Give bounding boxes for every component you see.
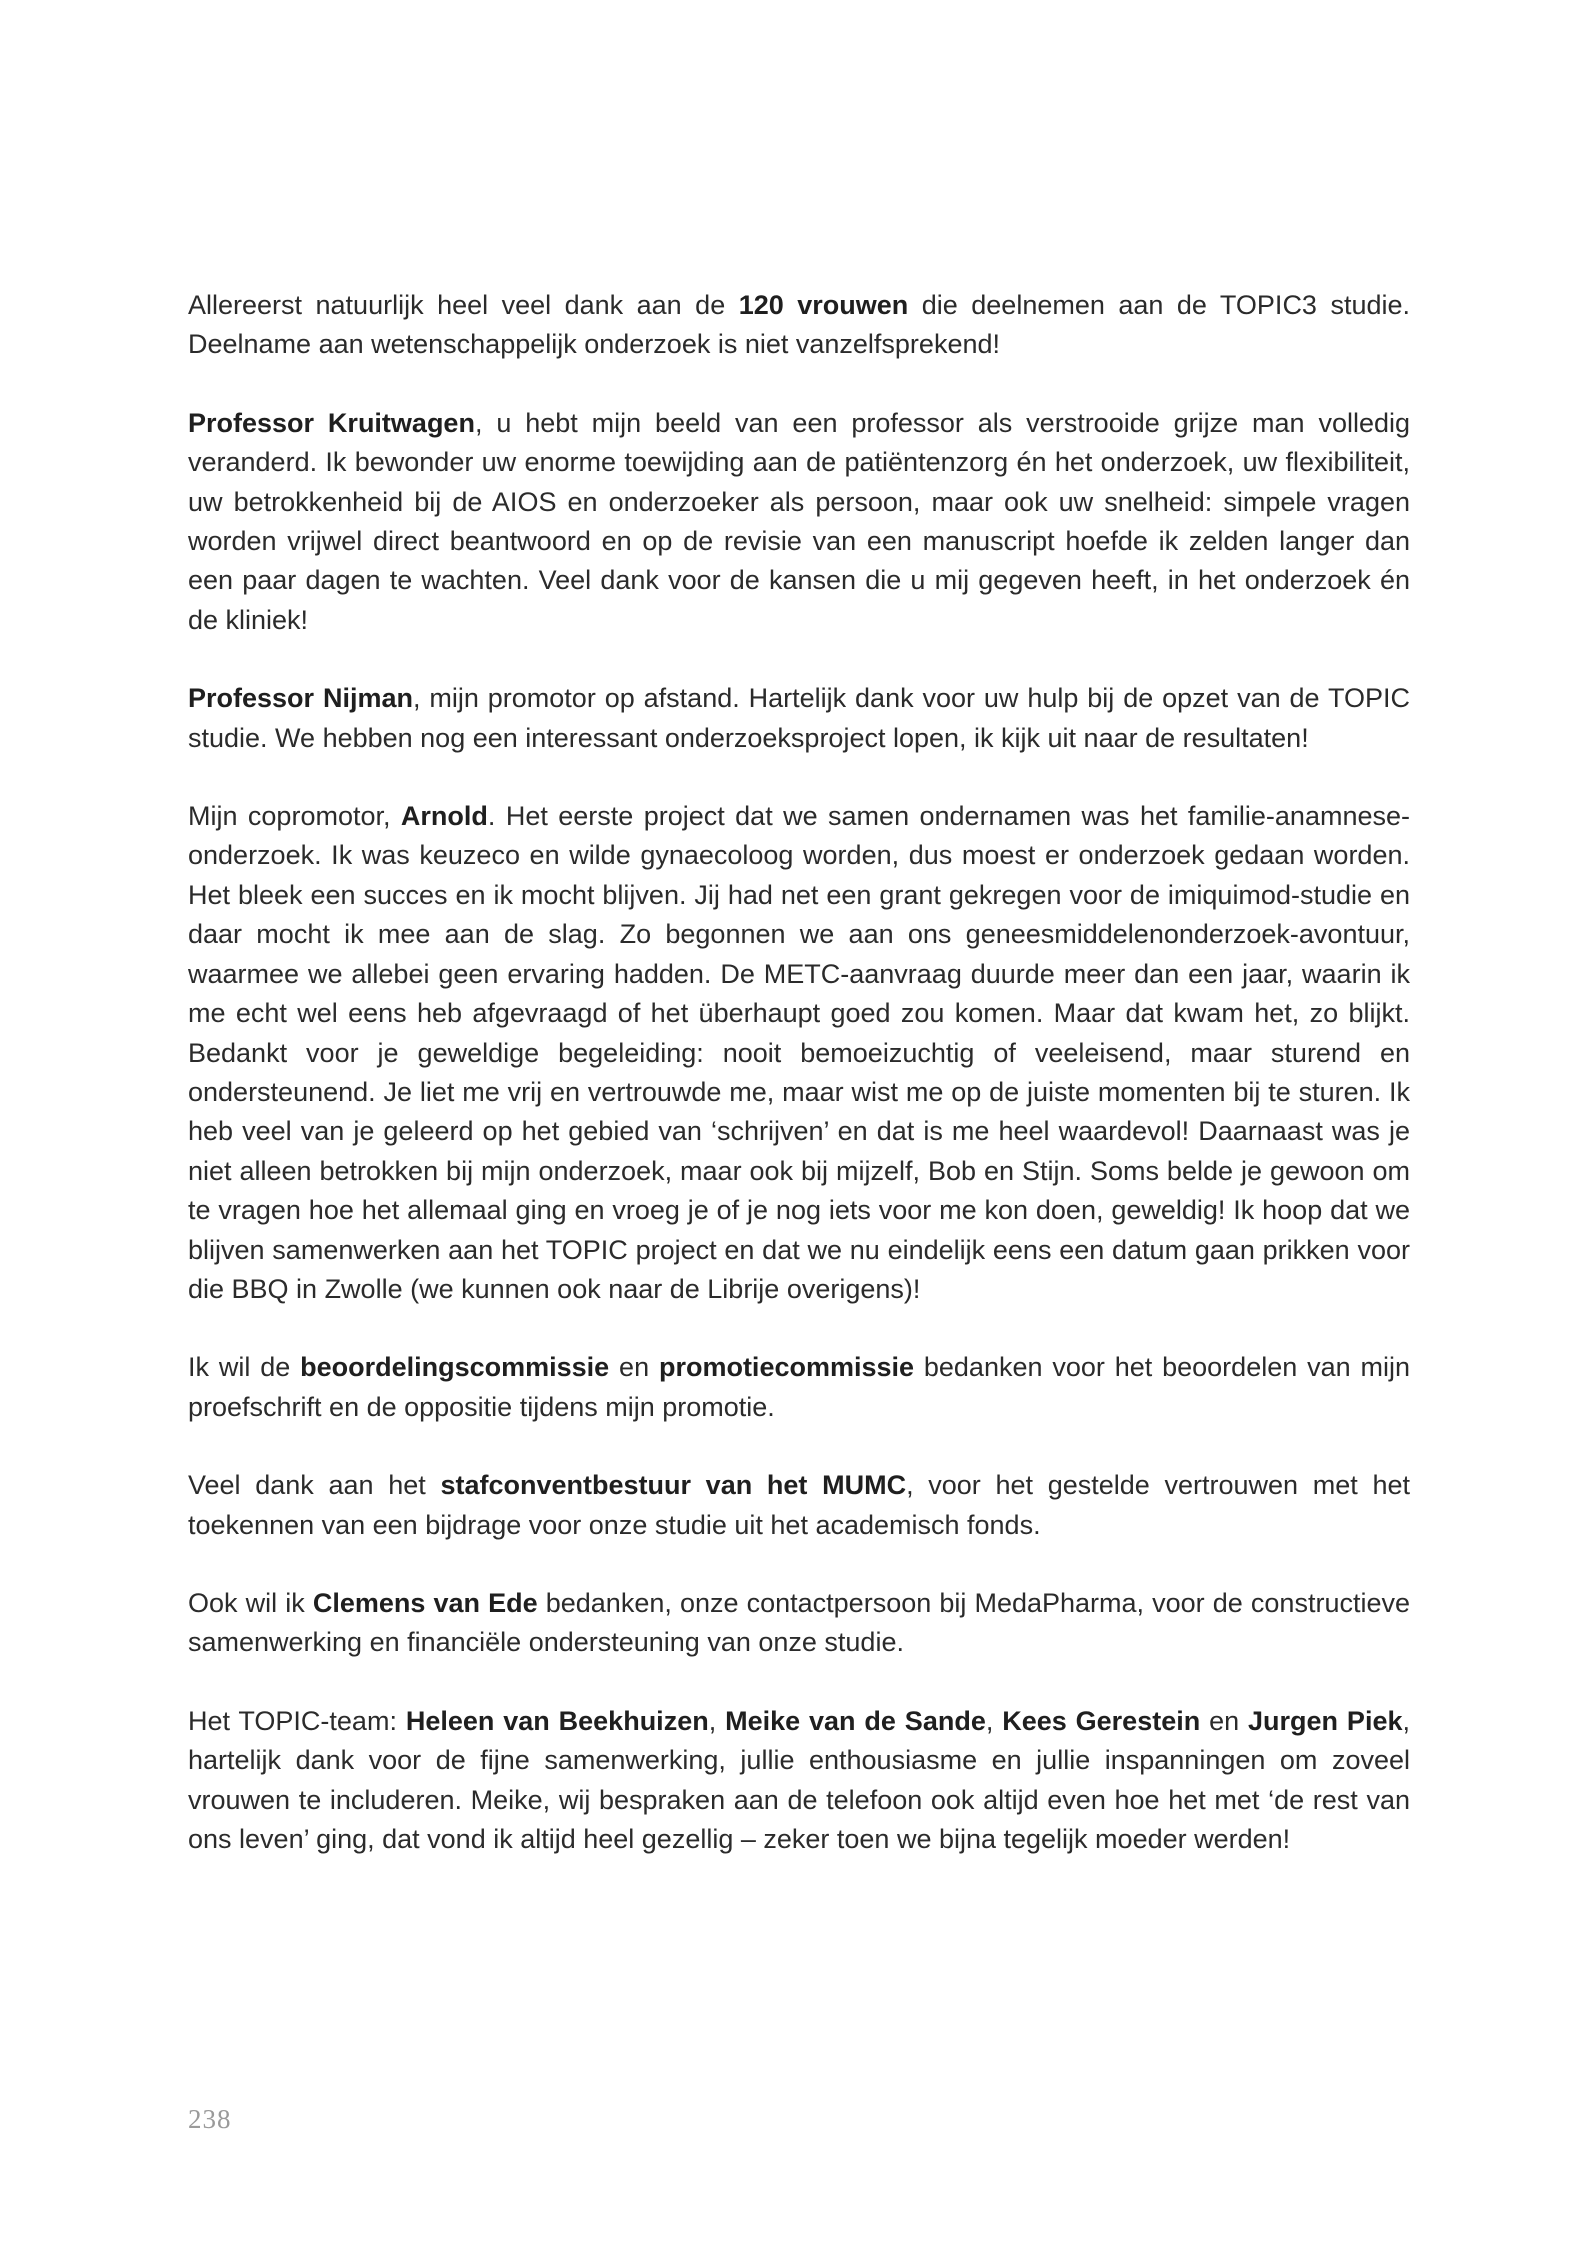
bold-phrase: Professor Kruitwagen [188, 407, 475, 438]
bold-phrase: Jurgen Piek [1248, 1705, 1403, 1736]
bold-phrase: Meike van de Sande [725, 1705, 986, 1736]
text-segment: Ook wil ik [188, 1587, 313, 1618]
paragraph-topic-team [188, 1702, 1410, 1860]
paragraph-copromotor-arnold [188, 797, 1410, 1309]
bold-phrase: Clemens van Ede [312, 1587, 538, 1618]
text-segment: , voor het gestelde vertrouwen met het toekennen van een bijdrage voor onze studie uit het academisch fonds. [188, 1470, 1410, 1540]
text-segment: , hartelijk dank voor de fijne samenwerking, jullie enthousiasme en jullie inspanningen om zoveel vrouwen te includeren. Meike, wij bespraken aan de telefoon ook altijd even hoe het met ‘de rest van ons leven’ ging, dat vond ik altijd heel gezellig – zeker toen we bijna tegelijk moeder werden! [188, 1705, 1410, 1854]
text-segment: bedanken, onze contactpersoon bij MedaPharma, voor de constructieve samenwerking en financiële ondersteuning van onze studie. [188, 1587, 1410, 1658]
paragraph-professor-kruitwagen [188, 404, 1410, 640]
text-segment: Ik wil de [188, 1352, 301, 1383]
text-segment: Mijn copromotor, [188, 801, 401, 832]
paragraph-professor-nijman [188, 679, 1410, 758]
bold-phrase: 120 vrouwen [738, 290, 909, 320]
text-segment: en [609, 1352, 659, 1383]
text-segment: en [1200, 1705, 1249, 1736]
text-segment: . Het eerste project dat we samen ondernamen was het familie-anamnese-onderzoek. Ik was keuzeco en wilde gynaecoloog worden, dus moest er onderzoek gedaan worden. Het bleek een succes en ik mocht blijven. Jij had net een grant gekregen voor de imiquimod-studie en daar mocht ik mee aan de slag. Zo begonnen we aan ons geneesmiddelenonderzoek-avontuur, waarmee we allebei geen ervaring hadden. De METC-aanvraag duurde meer dan een jaar, waarin ik me echt wel eens heb afgevraagd of het überhaupt goed zou komen. Maar dat kwam het, zo blijkt. Bedankt voor je geweldige begeleiding: nooit bemoeizuchtig of veeleisend, maar sturend en ondersteunend. Je liet me vrij en vertrouwde me, maar wist me op de juiste momenten bij te sturen. Ik heb veel van je geleerd op het gebied van ‘schrijven’ en dat is me heel waardevol! Daarnaast was je niet alleen betrokken bij mijn onderzoek, maar ook bij mijzelf, Bob en Stijn. Soms belde je gewoon om te vragen hoe het allemaal ging en vroeg je of je nog iets voor me kon doen, geweldig! Ik hoop dat we blijven samenwerken aan het TOPIC project en dat we nu eindelijk eens een datum gaan prikken voor die BBQ in Zwolle (we kunnen ook naar de Librije overigens)! [188, 801, 1410, 1304]
bold-phrase: promotiecommissie [658, 1352, 915, 1383]
text-segment: die deelnemen aan de TOPIC3 studie. Deelname aan wetenschappelijk onderzoek is niet vanzelfsprekend! [188, 290, 1410, 360]
text-segment: Veel dank aan het [188, 1470, 441, 1501]
bold-phrase: Arnold [400, 801, 488, 832]
paragraph-stafconvent [188, 1466, 1410, 1545]
bold-phrase: Professor Nijman [188, 683, 413, 714]
bold-phrase: beoordelingscommissie [300, 1352, 610, 1383]
text-segment: bedanken voor het beoordelen van mijn proefschrift en de oppositie tijdens mijn promotie. [188, 1352, 1410, 1422]
bold-phrase: stafconventbestuur van het MUMC [440, 1470, 907, 1501]
text-segment: Allereerst natuurlijk heel veel dank aan de [188, 290, 739, 320]
paragraph-commissions [188, 1348, 1410, 1427]
acknowledgements-body [188, 286, 1410, 1898]
bold-phrase: Heleen van Beekhuizen [405, 1705, 709, 1736]
text-segment: , u hebt mijn beeld van een professor als verstrooide grijze man volledig veranderd. Ik bewonder uw enorme toewijding aan de patiëntenzorg én het onderzoek, uw flexibiliteit, uw betrokkenheid bij de AIOS en onderzoeker als persoon, maar ook uw snelheid: simpele vragen worden vrijwel direct beantwoord en op de revisie van een manuscript hoefde ik zelden langer dan een paar dagen te wachten. Veel dank voor de kansen die u mij gegeven heeft, in het onderzoek én de kliniek! [188, 407, 1411, 635]
text-segment: , [708, 1705, 726, 1736]
bold-phrase: Kees Gerestein [1002, 1705, 1201, 1736]
paragraph-clemens-van-ede [188, 1584, 1410, 1663]
text-segment: , [985, 1705, 1003, 1736]
text-segment: Het TOPIC-team: [188, 1705, 406, 1736]
paragraph-participants [188, 286, 1410, 365]
page-number: 238 [188, 2104, 232, 2134]
text-segment: , mijn promotor op afstand. Hartelijk dank voor uw hulp bij de opzet van de TOPIC studie. We hebben nog een interessant onderzoeksproject lopen, ik kijk uit naar de resultaten! [188, 683, 1410, 753]
